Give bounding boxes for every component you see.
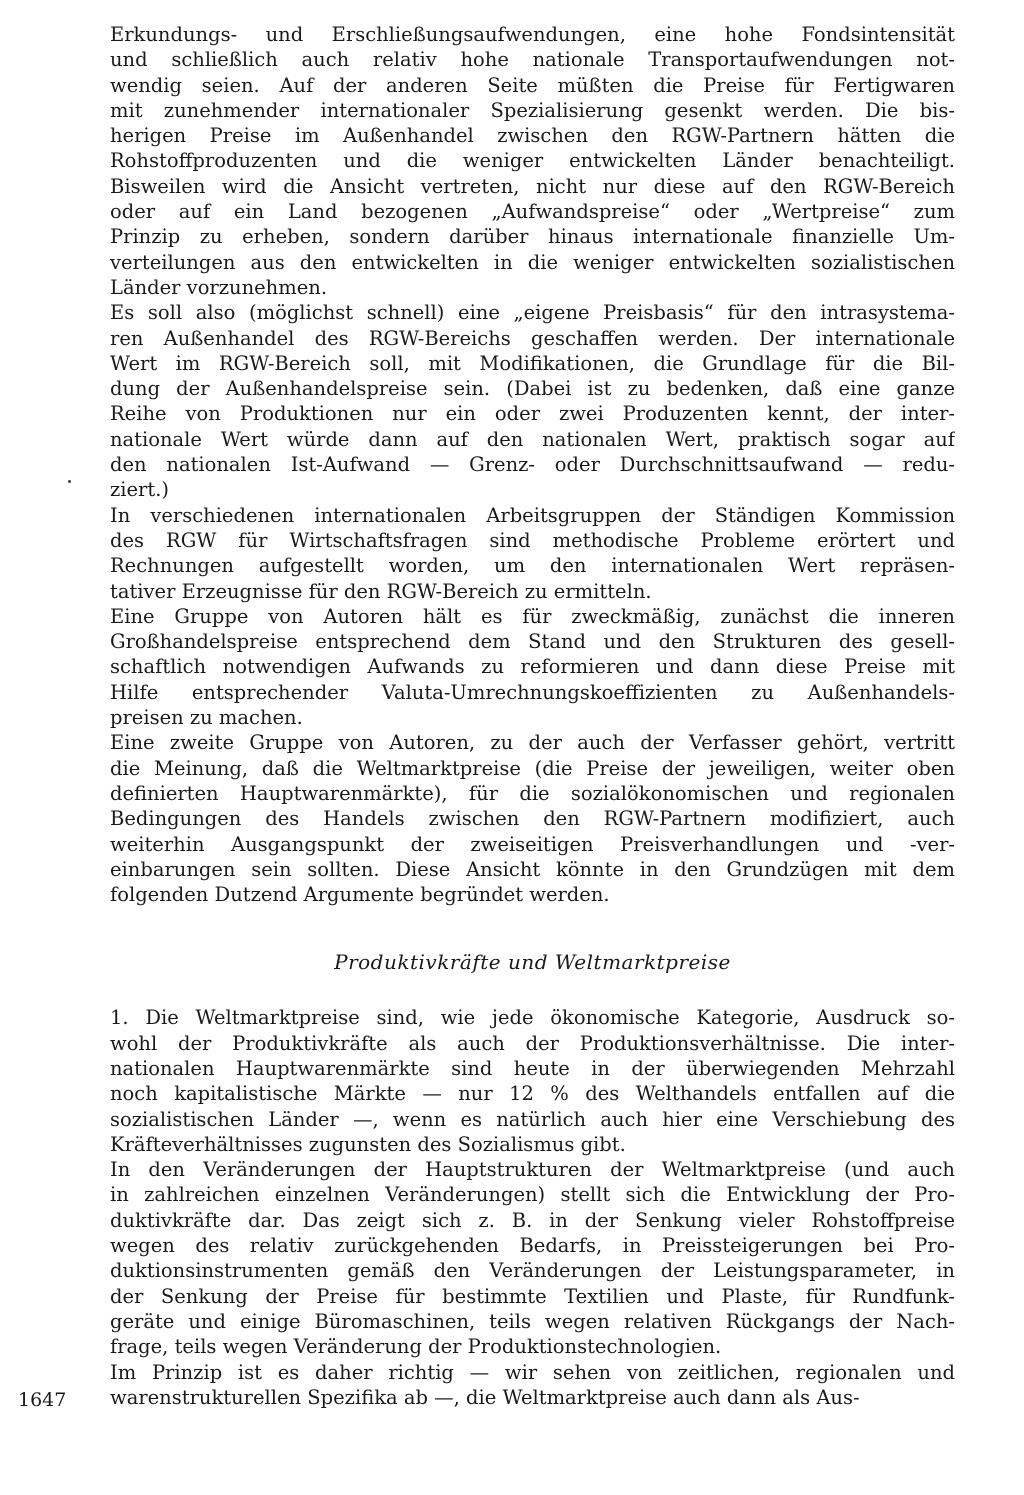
text-line: und schließlich auch relativ hohe nationale Transportaufwendungen not- — [110, 48, 955, 72]
text-line: ziert.) — [110, 478, 170, 502]
text-line: 1. Die Weltmarktpreise sind, wie jede ökonomische Kategorie, Ausdruck so- — [110, 1006, 955, 1030]
text-line: folgenden Dutzend Argumente begründet werden. — [110, 883, 610, 907]
text-line: die Meinung, daß die Weltmarktpreise (die Preise der jeweiligen, weiter oben — [110, 756, 955, 780]
paragraph — [110, 604, 955, 730]
text-line: mit zunehmender internationaler Spezialisierung gesenkt werden. Die bis- — [110, 98, 955, 122]
text-line: der Senkung der Preise für bestimmte Textilien und Plaste, für Rundfunk- — [110, 1284, 955, 1308]
text-line: duktionsinstrumenten gemäß den Veränderungen der Leistungsparameter, in — [110, 1259, 955, 1283]
text-line: Reihe von Produktionen nur ein oder zwei Produzenten kennt, der inter- — [110, 402, 955, 426]
text-section-2 — [110, 1005, 955, 1410]
text-line: den nationalen Ist-Aufwand — Grenz- oder Durchschnittsaufwand — redu- — [110, 453, 955, 477]
text-line: geräte und einige Büromaschinen, teils wegen relativen Rückgangs der Nach- — [110, 1309, 955, 1333]
page-number: 1647 — [18, 1389, 67, 1411]
text-line: ren Außenhandel des RGW-Bereichs geschaffen werden. Der internationale — [110, 326, 955, 350]
text-line: Eine zweite Gruppe von Autoren, zu der auch der Verfasser gehört, vertritt — [110, 731, 955, 755]
text-line: Großhandelspreise entsprechend dem Stand und den Strukturen des gesell- — [110, 630, 955, 654]
text-line: In verschiedenen internationalen Arbeitsgruppen der Ständigen Kommission — [110, 503, 955, 527]
text-line: in zahlreichen einzelnen Veränderungen) stellt sich die Entwicklung der Pro- — [110, 1183, 955, 1207]
text-line: nationalen Hauptwarenmärkte sind heute in der überwiegenden Mehrzahl — [110, 1056, 955, 1080]
text-line: frage, teils wegen Veränderung der Produktionstechnologien. — [110, 1335, 722, 1359]
text-line: oder auf ein Land bezogenen „Aufwandspreise“ oder „Wertpreise“ zum — [110, 200, 955, 224]
margin-mark — [68, 480, 71, 483]
text-line: dung der Außenhandelspreise sein. (Dabei ist zu bedenken, daß eine ganze — [110, 377, 955, 401]
paragraph — [110, 300, 955, 502]
paragraph — [110, 503, 955, 604]
paragraph — [110, 1360, 955, 1411]
text-line: Rechnungen aufgestellt worden, um den internationalen Wert repräsen- — [110, 554, 955, 578]
text-line: In den Veränderungen der Hauptstrukturen der Weltmarktpreise (und auch — [110, 1158, 955, 1182]
paragraph — [110, 22, 955, 300]
text-line: warenstrukturellen Spezifika ab —, die Weltmarktpreise auch dann als Aus- — [110, 1385, 860, 1409]
text-line: Im Prinzip ist es daher richtig — wir sehen von zeitlichen, regionalen und — [110, 1360, 955, 1384]
text-line: Eine Gruppe von Autoren hält es für zweckmäßig, zunächst die inneren — [110, 604, 955, 628]
text-line: preisen zu machen. — [110, 706, 303, 730]
text-line: des RGW für Wirtschaftsfragen sind methodische Probleme erörtert und — [110, 528, 955, 552]
text-line: schaftlich notwendigen Aufwands zu reformieren und dann diese Preise mit — [110, 655, 955, 679]
text-line: Hilfe entsprechender Valuta-Umrechnungskoeffizienten zu Außenhandels- — [110, 680, 955, 704]
text-line: Rohstoffproduzenten und die weniger entwickelten Länder benachteiligt. — [110, 149, 955, 173]
paragraph — [110, 730, 955, 907]
text-line: sozialistischen Länder —, wenn es natürlich auch hier eine Verschiebung des — [110, 1107, 955, 1131]
section-heading: Produktivkräfte und Weltmarktpreise — [334, 950, 731, 975]
text-line: Erkundungs- und Erschließungsaufwendungen, eine hohe Fondsintensität — [110, 23, 955, 46]
text-line: Prinzip zu erheben, sondern darüber hinaus internationale finanzielle Um- — [110, 225, 955, 249]
text-line: einbarungen sein sollten. Diese Ansicht könnte in den Grundzügen mit dem — [110, 857, 955, 881]
text-line: verteilungen aus den entwickelten in die weniger entwickelten sozialistischen — [110, 250, 955, 274]
text-line: wegen des relativ zurückgehenden Bedarfs, in Preissteigerungen bei Pro- — [110, 1234, 955, 1258]
text-line: Wert im RGW-Bereich soll, mit Modifikationen, die Grundlage für die Bil- — [110, 351, 955, 375]
text-line: definierten Hauptwarenmärkte), für die sozialökonomischen und regionalen — [110, 781, 955, 805]
text-line: tativer Erzeugnisse für den RGW-Bereich zu ermitteln. — [110, 579, 652, 603]
text-line: weiterhin Ausgangspunkt der zweiseitigen Preisverhandlungen und -ver- — [110, 832, 955, 856]
text-line: herigen Preise im Außenhandel zwischen den RGW-Partnern hätten die — [110, 124, 955, 148]
text-line: noch kapitalistische Märkte — nur 12 % des Welthandels entfallen auf die — [110, 1082, 955, 1106]
paragraph — [110, 1005, 955, 1157]
document-page — [110, 22, 955, 1410]
text-line: wohl der Produktivkräfte als auch der Produktionsverhältnisse. Die inter- — [110, 1031, 955, 1055]
text-line: Länder vorzunehmen. — [110, 275, 328, 299]
paragraph — [110, 1157, 955, 1359]
text-line: Bisweilen wird die Ansicht vertreten, nicht nur diese auf den RGW-Bereich — [110, 174, 955, 198]
text-section-1 — [110, 22, 955, 907]
text-line: duktivkräfte dar. Das zeigt sich z. B. in der Senkung vieler Rohstoffpreise — [110, 1208, 955, 1232]
text-line: Bedingungen des Handels zwischen den RGW-Partnern modifiziert, auch — [110, 807, 955, 831]
text-line: Es soll also (möglichst schnell) eine „eigene Preisbasis“ für den intrasystema- — [110, 301, 955, 325]
text-line: Kräfteverhältnisses zugunsten des Sozialismus gibt. — [110, 1132, 626, 1156]
text-line: wendig seien. Auf der anderen Seite müßten die Preise für Fertigwaren — [110, 73, 955, 97]
text-line: nationale Wert würde dann auf den nationalen Wert, praktisch sogar auf — [110, 427, 955, 451]
